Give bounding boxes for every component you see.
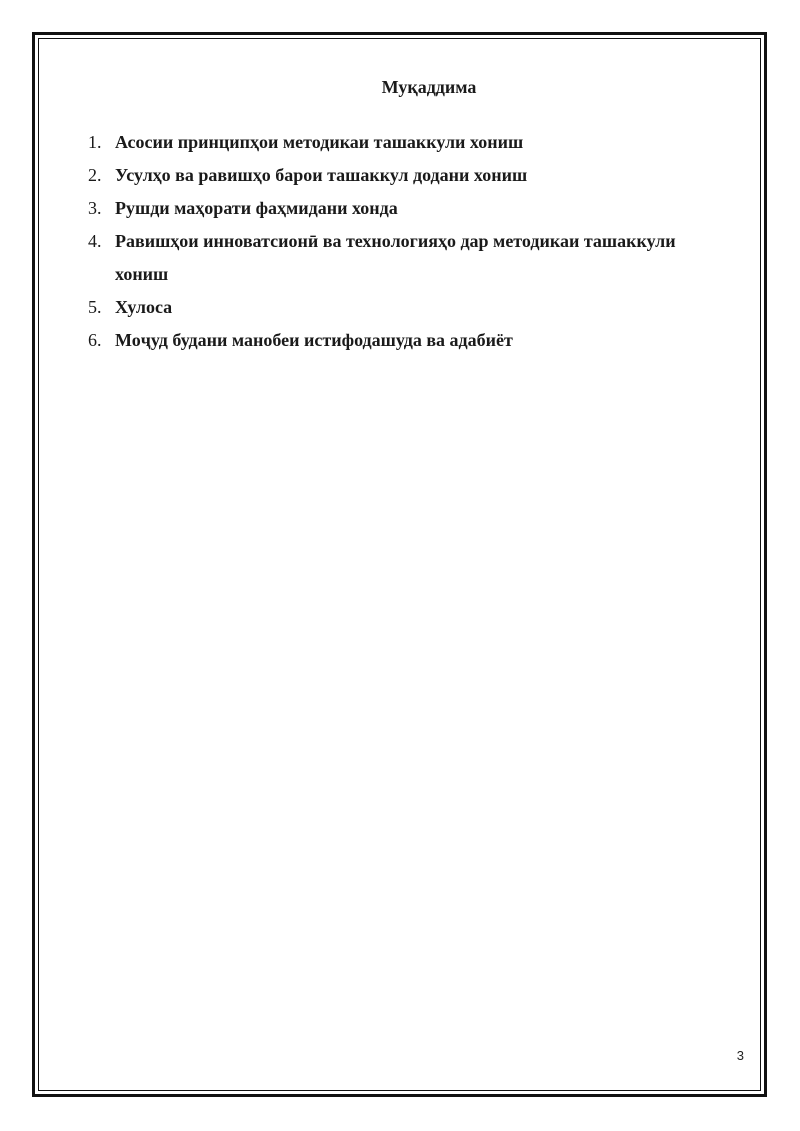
toc-item-number: 2. — [88, 165, 102, 185]
toc-item-number: 6. — [88, 330, 102, 350]
toc-item-3 — [88, 192, 728, 225]
toc-item-number: 5. — [88, 297, 102, 317]
toc-item-number: 1. — [88, 132, 102, 152]
toc-item-title: Хулоса — [115, 297, 173, 317]
page-number: 3 — [736, 1048, 744, 1063]
toc-item-title: Рушди маҳорати фаҳмидани хонда — [115, 198, 398, 218]
table-of-contents — [88, 126, 728, 357]
toc-item-2 — [88, 159, 728, 192]
toc-item-number: 4. — [88, 231, 102, 251]
toc-item-5 — [88, 291, 728, 324]
toc-item-4 — [88, 225, 728, 291]
toc-item-6 — [88, 324, 728, 357]
toc-item-title: Усулҳо ва равишҳо барои ташаккул додани хониш — [115, 165, 528, 185]
toc-item-title: Моҷуд будани манобеи истифодашуда ва адабиёт — [115, 330, 513, 350]
toc-item-title: Асосии принципҳои методикаи ташаккули хониш — [115, 132, 524, 152]
toc-item-title: Равишҳои инноватсионӣ ва технологияҳо дар методикаи ташаккули хониш — [115, 231, 676, 284]
toc-item-1 — [88, 126, 728, 159]
page-title: Муқаддима — [381, 77, 477, 97]
toc-item-number: 3. — [88, 198, 102, 218]
